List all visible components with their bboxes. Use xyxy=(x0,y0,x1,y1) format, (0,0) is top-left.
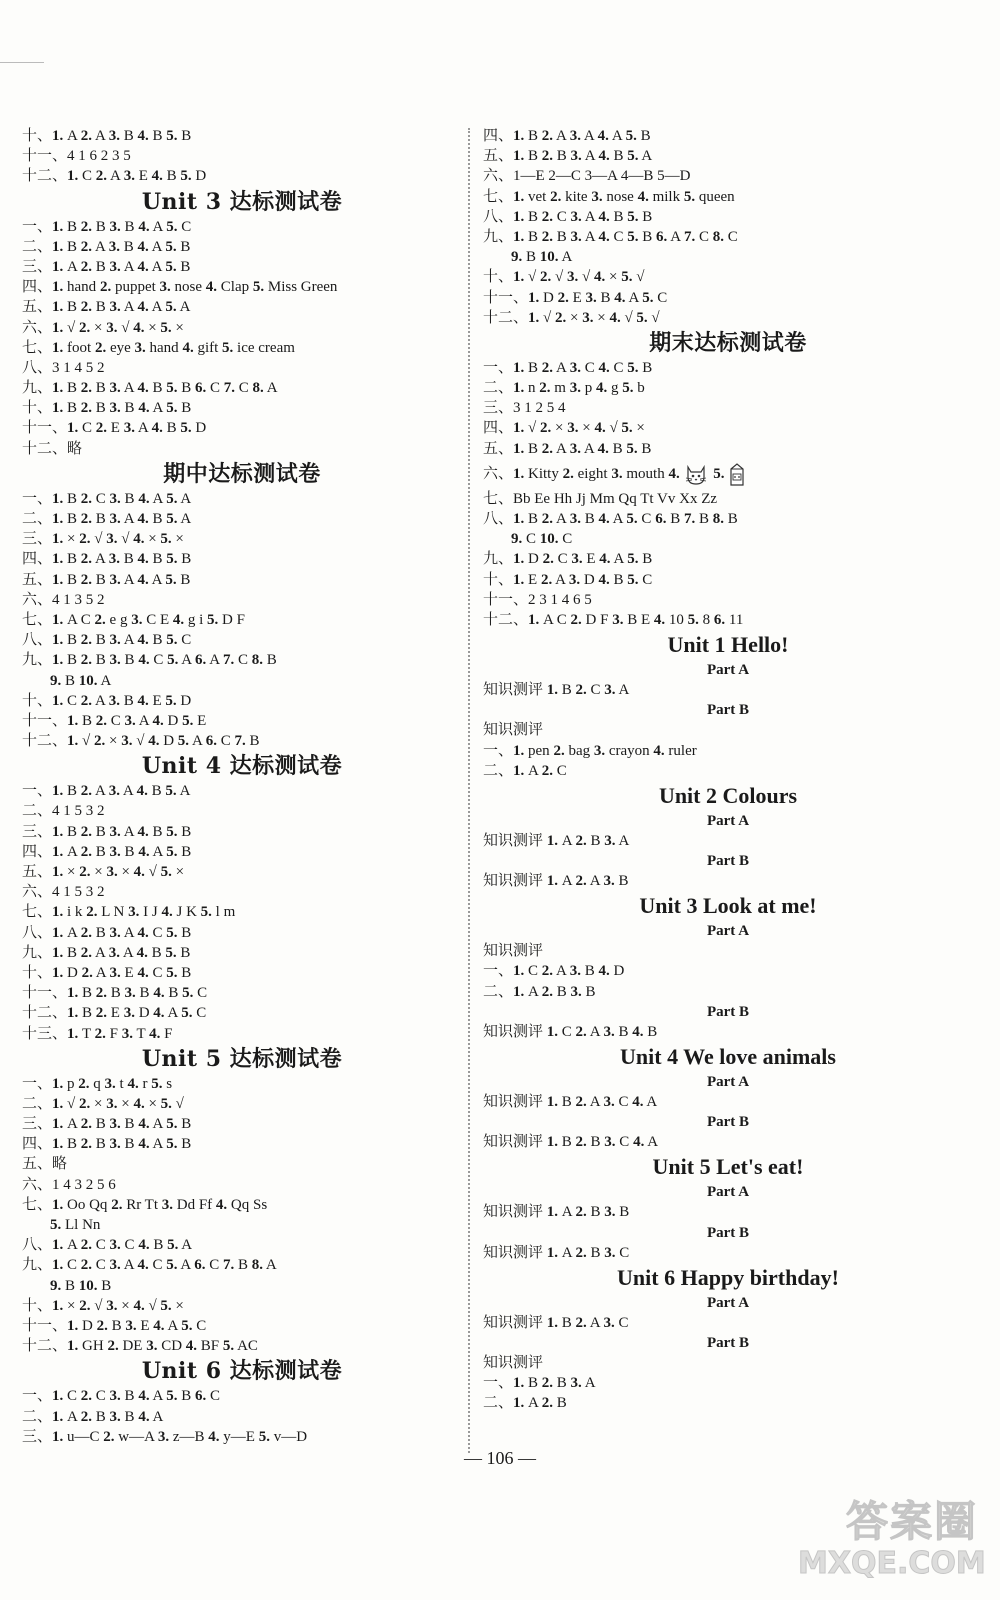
answer-line: 十一、1. B 2. B 3. B 4. B 5. C xyxy=(22,985,208,1002)
watermark-logo xyxy=(798,1497,986,1590)
answer-line: 三、3 1 2 5 4 xyxy=(483,400,566,417)
answer-line: 八、1. B 2. C 3. A 4. B 5. B xyxy=(483,208,653,225)
answer-line: 三、1. B 2. B 3. A 4. B 5. B xyxy=(22,823,192,840)
answer-line: 知识测评 1. A 2. A 3. B xyxy=(483,873,629,890)
section-heading: Unit 4 达标测试卷 xyxy=(141,753,343,780)
watermark-url: MXQE.COM xyxy=(798,1546,986,1581)
answer-line: 三、1. A 2. B 3. B 4. A 5. B xyxy=(22,1116,192,1133)
cat-icon xyxy=(683,461,709,487)
answer-line: 知识测评 xyxy=(483,943,544,960)
answer-line: 八、1. B 2. A 3. B 4. A 5. C 6. B 7. B 8. B xyxy=(483,511,738,527)
answer-line: 9. B 10. A xyxy=(511,249,573,266)
part-heading: Part A xyxy=(706,1294,750,1311)
answer-line: 一、1. pen 2. bag 3. crayon 4. ruler xyxy=(483,742,697,759)
part-heading: Part B xyxy=(706,853,750,870)
answer-line: 六、1. √ 2. × 3. √ 4. × 5. × xyxy=(22,319,184,336)
part-heading: Part A xyxy=(706,1184,750,1201)
answer-line: 知识测评 1. A 2. B 3. C xyxy=(483,1244,630,1261)
answer-line: 十二、1. A C 2. D F 3. B E 4. 10 5. 8 6. 11 xyxy=(483,611,744,628)
answer-line: 知识测评 xyxy=(483,1354,544,1371)
answer-line: 十一、1. B 2. C 3. A 4. D 5. E xyxy=(22,712,207,729)
answer-line: 五、1. × 2. × 3. × 4. √ 5. × xyxy=(22,864,185,880)
part-heading: Part A xyxy=(706,1074,750,1090)
answer-line: 七、1. foot 2. eye 3. hand 4. gift 5. ice cream xyxy=(22,339,295,356)
section-heading: Unit 6 达标测试卷 xyxy=(141,1358,343,1385)
part-heading: Part B xyxy=(706,1224,750,1241)
unit-heading: Unit 4 We love animals xyxy=(620,1044,836,1069)
right-answer-column xyxy=(483,126,973,1414)
answer-line: 9. B 10. A xyxy=(50,672,112,689)
unit-heading: Unit 2 Colours xyxy=(658,782,798,808)
answer-line: 四、1. hand 2. puppet 3. nose 4. Clap 5. Miss Green xyxy=(22,279,338,296)
answer-line: 七、Bb Ee Hh Jj Mm Qq Tt Vv Xx Zz xyxy=(483,490,718,507)
answer-line: 十二、1. √ 2. × 3. × 4. √ 5. √ xyxy=(483,309,660,326)
page-number: — 106 — xyxy=(464,1448,536,1468)
part-heading: Part B xyxy=(706,1334,750,1351)
answer-line: 十一、1. C 2. E 3. A 4. B 5. D xyxy=(22,420,207,437)
answer-line: 六、1 4 3 2 5 6 xyxy=(22,1176,116,1193)
answer-line: 知识测评 1. B 2. C 3. A xyxy=(483,682,630,699)
answer-line: 二、1. B 2. B 3. A 4. B 5. A xyxy=(22,511,192,527)
answer-line: 9. B 10. B xyxy=(50,1277,112,1294)
part-heading: Part A xyxy=(706,662,750,679)
section-heading: Unit 3 达标测试卷 xyxy=(141,188,343,215)
left-answer-column xyxy=(22,126,462,1447)
answer-line: 十三、1. T 2. F 3. T 4. F xyxy=(22,1025,173,1042)
answer-line: 十一、1. D 2. B 3. E 4. A 5. C xyxy=(22,1317,207,1334)
answer-line: 一、1. C 2. A 3. B 4. D xyxy=(483,963,625,980)
answer-line: 三、1. A 2. B 3. A 4. A 5. B xyxy=(22,258,191,275)
answer-line: 六、4 1 3 5 2 xyxy=(22,591,105,608)
answer-line: 十二、1. √ 2. × 3. √ 4. D 5. A 6. C 7. B xyxy=(22,733,260,750)
answer-line: 二、4 1 5 3 2 xyxy=(22,803,105,820)
answer-line: 四、1. B 2. A 3. A 4. A 5. B xyxy=(483,128,651,144)
part-heading: Part B xyxy=(706,702,750,719)
answer-line: 七、1. vet 2. kite 3. nose 4. milk 5. queen xyxy=(483,188,735,205)
answer-line: 十、1. × 2. √ 3. × 4. √ 5. × xyxy=(22,1297,184,1314)
answer-line: 十二、略 xyxy=(22,440,83,457)
answer-line: 二、1. A 2. B xyxy=(483,1395,567,1412)
answer-line: 八、1. B 2. B 3. A 4. B 5. C xyxy=(22,632,192,649)
answer-line: 9. C 10. C xyxy=(511,531,573,548)
answer-line: 八、3 1 4 5 2 xyxy=(22,359,105,376)
answer-line: 十、1. C 2. A 3. B 4. E 5. D xyxy=(22,692,192,709)
top-rule xyxy=(0,62,44,63)
answer-line: 十二、1. GH 2. DE 3. CD 4. BF 5. AC xyxy=(22,1338,258,1355)
part-heading: Part B xyxy=(706,1114,750,1131)
answer-line: 五、1. B 2. A 3. A 4. B 5. B xyxy=(483,440,652,457)
answer-line: 九、1. B 2. A 3. A 4. B 5. B xyxy=(22,944,191,961)
answer-line: 四、1. √ 2. × 3. × 4. √ 5. × xyxy=(483,420,645,437)
watermark-text: 答案圈 xyxy=(845,1497,978,1546)
answer-line: 二、1. A 2. B 3. B 4. A xyxy=(22,1408,164,1425)
answer-line: 六、1—E 2—C 3—A 4—B 5—D xyxy=(483,168,691,185)
answer-line: 九、1. B 2. B 3. B 4. C 5. A 6. A 7. C 8. B xyxy=(22,652,277,669)
answer-line: 一、1. B 2. B 3. A xyxy=(483,1375,596,1392)
section-heading: Unit 5 达标测试卷 xyxy=(141,1045,343,1072)
answer-line: 一、1. C 2. C 3. B 4. A 5. B 6. C xyxy=(22,1388,221,1405)
answer-line: 二、1. n 2. m 3. p 4. g 5. b xyxy=(483,380,645,397)
answer-line: 九、1. B 2. B 3. A 4. B 5. B 6. C 7. C 8. A xyxy=(22,380,278,397)
answer-line: 知识测评 1. C 2. A 3. B 4. B xyxy=(483,1023,658,1040)
answer-line: 一、1. B 2. C 3. B 4. A 5. A xyxy=(22,490,192,507)
section-heading: 期中达标测试卷 xyxy=(163,460,321,487)
answer-line: 一、1. B 2. A 3. A 4. B 5. A xyxy=(22,783,191,800)
answer-line: 知识测评 1. A 2. B 3. A xyxy=(483,832,630,849)
answer-line: 四、1. A 2. B 3. B 4. A 5. B xyxy=(22,843,192,860)
answer-line: 六、1. Kitty 2. eight 3. mouth 4. 5. xyxy=(483,459,973,489)
part-heading: Part A xyxy=(706,812,750,829)
answer-line: 五、略 xyxy=(22,1156,68,1173)
answer-line: 八、1. A 2. B 3. A 4. C 5. B xyxy=(22,924,192,941)
answer-line: 十、1. E 2. A 3. D 4. B 5. C xyxy=(483,571,653,588)
unit-heading: Unit 1 Hello! xyxy=(667,632,789,658)
answer-line: 十、1. A 2. A 3. B 4. B 5. B xyxy=(22,128,192,144)
unit-heading: Unit 3 Look at me! xyxy=(639,893,817,919)
answer-line: 二、1. B 2. A 3. B 4. A 5. B xyxy=(22,238,191,255)
answer-line: 十二、1. C 2. A 3. E 4. B 5. D xyxy=(22,168,207,185)
unit-heading: Unit 6 Happy birthday! xyxy=(617,1264,839,1290)
answer-line: 四、1. B 2. A 3. B 4. B 5. B xyxy=(22,551,192,568)
answer-line: 十一、2 3 1 4 6 5 xyxy=(483,591,592,608)
answer-line: 一、1. B 2. B 3. B 4. A 5. C xyxy=(22,218,192,235)
section-heading: 期末达标测试卷 xyxy=(649,329,807,356)
answer-line: 知识测评 1. A 2. B 3. B xyxy=(483,1204,630,1221)
answer-line: 三、1. u—C 2. w—A 3. z—B 4. y—E 5. v—D xyxy=(22,1428,308,1445)
answer-line: 十一、4 1 6 2 3 5 xyxy=(22,148,131,165)
answer-line: 知识测评 1. B 2. A 3. C 4. A xyxy=(483,1094,658,1110)
answer-line: 七、1. Oo Qq 2. Rr Tt 3. Dd Ff 4. Qq Ss xyxy=(22,1196,268,1213)
answer-line: 一、1. B 2. A 3. C 4. C 5. B xyxy=(483,359,653,376)
part-heading: Part A xyxy=(706,923,750,940)
answer-line: 知识测评 1. B 2. B 3. C 4. A xyxy=(483,1134,659,1151)
answer-line: 五、1. B 2. B 3. A 4. A 5. A xyxy=(22,299,191,316)
answer-line: 十、1. √ 2. √ 3. √ 4. × 5. √ xyxy=(483,269,645,286)
answer-line: 十、1. D 2. A 3. E 4. C 5. B xyxy=(22,964,192,981)
answer-line: 二、1. A 2. C xyxy=(483,762,567,779)
answer-line: 六、4 1 5 3 2 xyxy=(22,884,105,901)
unit-heading: Unit 5 Let's eat! xyxy=(652,1154,804,1180)
answer-line: 知识测评 xyxy=(483,722,544,739)
milk-carton-icon xyxy=(724,461,750,487)
answer-line: 知识测评 1. B 2. A 3. C xyxy=(483,1314,629,1331)
answer-line: 一、1. p 2. q 3. t 4. r 5. s xyxy=(22,1075,173,1092)
answer-line: 七、1. i k 2. L N 3. I J 4. J K 5. l m xyxy=(22,904,236,921)
answer-line: 三、1. × 2. √ 3. √ 4. × 5. × xyxy=(22,531,184,548)
answer-line: 十二、1. B 2. E 3. D 4. A 5. C xyxy=(22,1005,207,1022)
column-divider xyxy=(468,128,470,1453)
answer-line: 九、1. C 2. C 3. A 4. C 5. A 6. C 7. B 8. A xyxy=(22,1257,277,1274)
part-heading: Part B xyxy=(706,1003,750,1020)
answer-line: 十、1. B 2. B 3. B 4. A 5. B xyxy=(22,400,192,417)
answer-line: 十一、1. D 2. E 3. B 4. A 5. C xyxy=(483,289,668,306)
answer-line: 二、1. A 2. B 3. B xyxy=(483,983,596,1000)
answer-line: 四、1. B 2. B 3. B 4. A 5. B xyxy=(22,1136,192,1153)
answer-line: 二、1. √ 2. × 3. × 4. × 5. √ xyxy=(22,1095,184,1112)
answer-line: 五、1. B 2. B 3. A 4. B 5. A xyxy=(483,148,653,165)
answer-line: 七、1. A C 2. e g 3. C E 4. g i 5. D F xyxy=(22,611,245,628)
answer-line: 五、1. B 2. B 3. A 4. A 5. B xyxy=(22,571,191,588)
answer-line: 5. Ll Nn xyxy=(50,1217,101,1233)
answer-line: 九、1. D 2. C 3. E 4. A 5. B xyxy=(483,551,653,568)
answer-line: 八、1. A 2. C 3. C 4. B 5. A xyxy=(22,1237,193,1254)
answer-line: 九、1. B 2. B 3. A 4. C 5. B 6. A 7. C 8. C xyxy=(483,228,738,245)
